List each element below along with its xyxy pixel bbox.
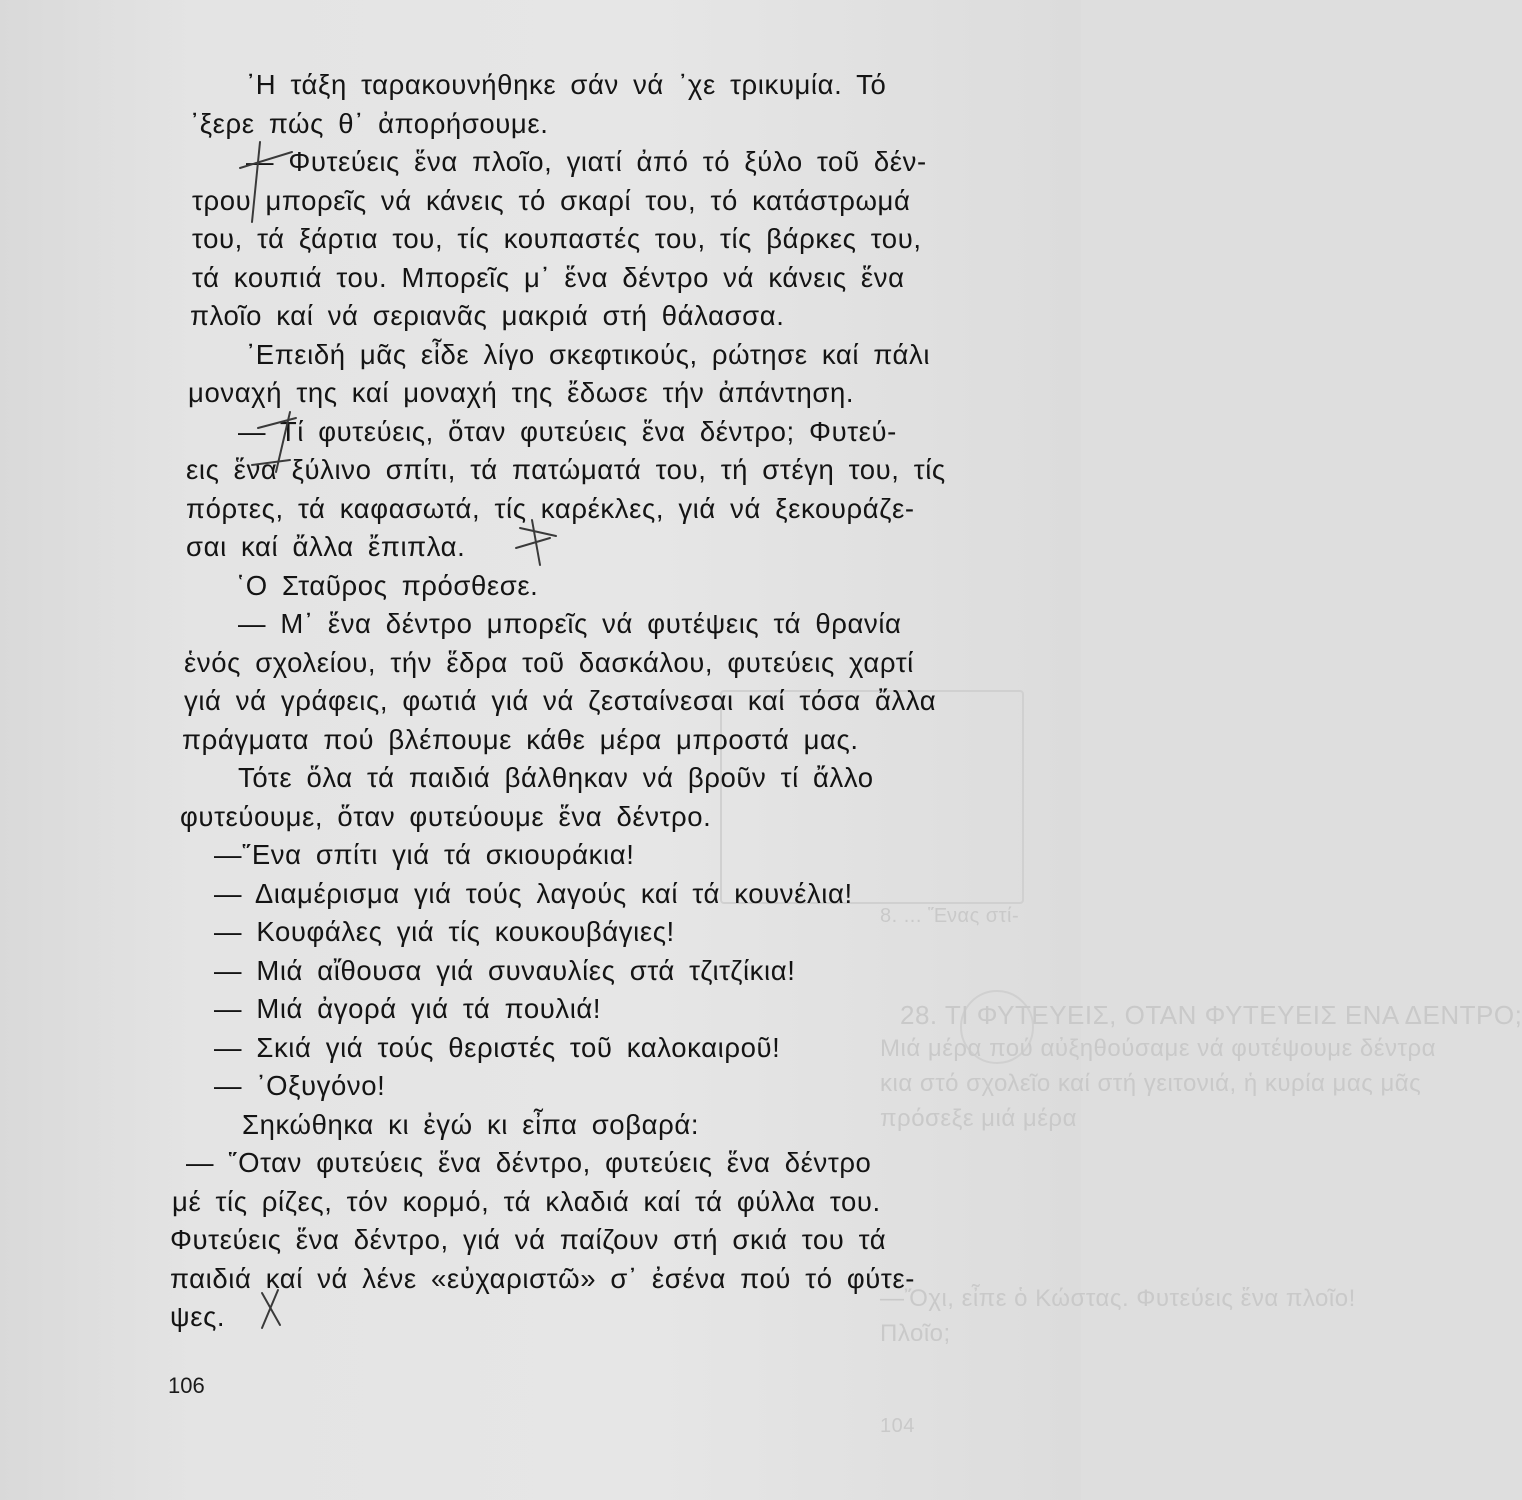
- text-line-13: σαι καί ἄλλα ἔπιπλα.: [186, 531, 466, 562]
- show-through-page-number: 104: [880, 1415, 915, 1437]
- text-line-18: πράγματα πού βλέπουμε κάθε μέρα μπροστά μας.: [182, 723, 859, 755]
- text-line-32: παιδιά καί νά λένε «εὐχαριστῶ» σ᾿ ἐσένα πού τό φύτε-: [170, 1262, 915, 1294]
- text-line-29: — ῞Οταν φυτεύεις ἕνα δέντρο, φυτεύεις ἕνα δέντρο: [186, 1147, 872, 1178]
- text-line-22: — Διαμέρισμα γιά τούς λαγούς καί τά κουνέλια!: [214, 877, 853, 909]
- text-line-4: τρου μπορεῖς νά κάνεις τό σκαρί του, τό κατάστρωμά: [192, 184, 911, 216]
- show-through-line-4: —Ὄχι, εἶπε ὁ Κώστας. Φυτεύεις ἕνα πλοῖο!: [880, 1285, 1356, 1312]
- show-through-line-5: Πλοῖο;: [880, 1320, 951, 1347]
- text-line-19: Τότε ὅλα τά παιδιά βάλθηκαν νά βροῦν τί ἄλλο: [238, 762, 874, 793]
- text-line-17: γιά νά γράφεις, φωτιά γιά νά ζεσταίνεσαι καί τόσα ἄλλα: [184, 685, 937, 716]
- show-through-line-3: πρόσεξε μιά μέρα: [880, 1105, 1077, 1132]
- page-number: 106: [168, 1373, 205, 1398]
- show-through-caption: 8. ... Ἕνας στί-: [880, 905, 1020, 927]
- text-line-6: τά κουπιά του. Μπορεῖς μ᾿ ἕνα δέντρο νά κάνεις ἕνα: [192, 261, 905, 293]
- text-line-33: ψες.: [170, 1301, 226, 1332]
- text-line-25: — Μιά ἀγορά γιά τά πουλιά!: [214, 993, 602, 1024]
- text-line-11: εις ἕνα ξύλινο σπίτι, τά πατώματά του, τή στέγη του, τίς: [186, 454, 946, 485]
- text-line-20: φυτεύουμε, ὅταν φυτεύουμε ἕνα δέντρο.: [180, 800, 712, 832]
- text-line-9: μοναχή της καί μοναχή της ἔδωσε τήν ἀπάντηση.: [188, 377, 855, 408]
- show-through-heading: 28. ΤΙ ΦΥΤΕΥΕΙΣ, ΟΤΑΝ ΦΥΤΕΥΕΙΣ ΕΝΑ ΔΕΝΤΡΟ;: [900, 1000, 1522, 1030]
- show-through-line-2: κια στό σχολεῖο καί στή γειτονιά, ἡ κυρία μας μᾶς: [880, 1070, 1422, 1097]
- text-line-1: ᾿Η τάξη ταρακουνήθηκε σάν νά ᾿χε τρικυμία. Τό: [246, 69, 887, 100]
- text-line-2: ᾿ξερε πώς θ᾿ ἀπορήσουμε.: [190, 107, 549, 139]
- show-through-line-1: Μιά μέρα πού αὐξηθούσαμε νά φυτέψουμε δέντρα: [880, 1035, 1436, 1062]
- text-line-24: — Μιά αἴθουσα γιά συναυλίες στά τζιτζίκια!: [214, 954, 796, 986]
- text-line-30: μέ τίς ρίζες, τόν κορμό, τά κλαδιά καί τά φύλλα του.: [172, 1185, 881, 1217]
- body-text: [170, 66, 1040, 1337]
- text-line-10: — Τί φυτεύεις, ὅταν φυτεύεις ἕνα δέντρο; Φυτεύ-: [238, 415, 897, 447]
- text-line-16: ἑνός σχολείου, τήν ἕδρα τοῦ δασκάλου, φυτεύεις χαρτί: [184, 646, 914, 678]
- text-line-31: Φυτεύεις ἕνα δέντρο, γιά νά παίζουν στή σκιά του τά: [170, 1224, 887, 1255]
- text-line-23: — Κουφάλες γιά τίς κουκουβάγιες!: [214, 916, 675, 947]
- text-line-27: — ᾿Οξυγόνο!: [214, 1070, 386, 1101]
- text-line-12: πόρτες, τά καφασωτά, τίς καρέκλες, γιά νά ξεκουράζε-: [186, 492, 915, 524]
- text-line-26: — Σκιά γιά τούς θεριστές τοῦ καλοκαιροῦ!: [214, 1031, 781, 1063]
- text-line-8: ᾿Επειδή μᾶς εἶδε λίγο σκεφτικούς, ρώτησε καί πάλι: [246, 338, 931, 370]
- text-line-3: — Φυτεύεις ἕνα πλοῖο, γιατί ἀπό τό ξύλο τοῦ δέν-: [246, 146, 927, 177]
- text-line-15: — Μ᾿ ἕνα δέντρο μπορεῖς νά φυτέψεις τά θρανία: [238, 608, 902, 639]
- text-line-7: πλοῖο καί νά σεριανᾶς μακριά στή θάλασσα.: [190, 300, 785, 331]
- text-line-21: —῞Ενα σπίτι γιά τά σκιουράκια!: [214, 839, 635, 870]
- text-line-5: του, τά ξάρτια του, τίς κουπαστές του, τίς βάρκες του,: [192, 223, 922, 254]
- text-line-14: ῾Ο Σταῦρος πρόσθεσε.: [236, 569, 539, 601]
- text-line-28: Σηκώθηκα κι ἐγώ κι εἶπα σοβαρά:: [242, 1108, 700, 1140]
